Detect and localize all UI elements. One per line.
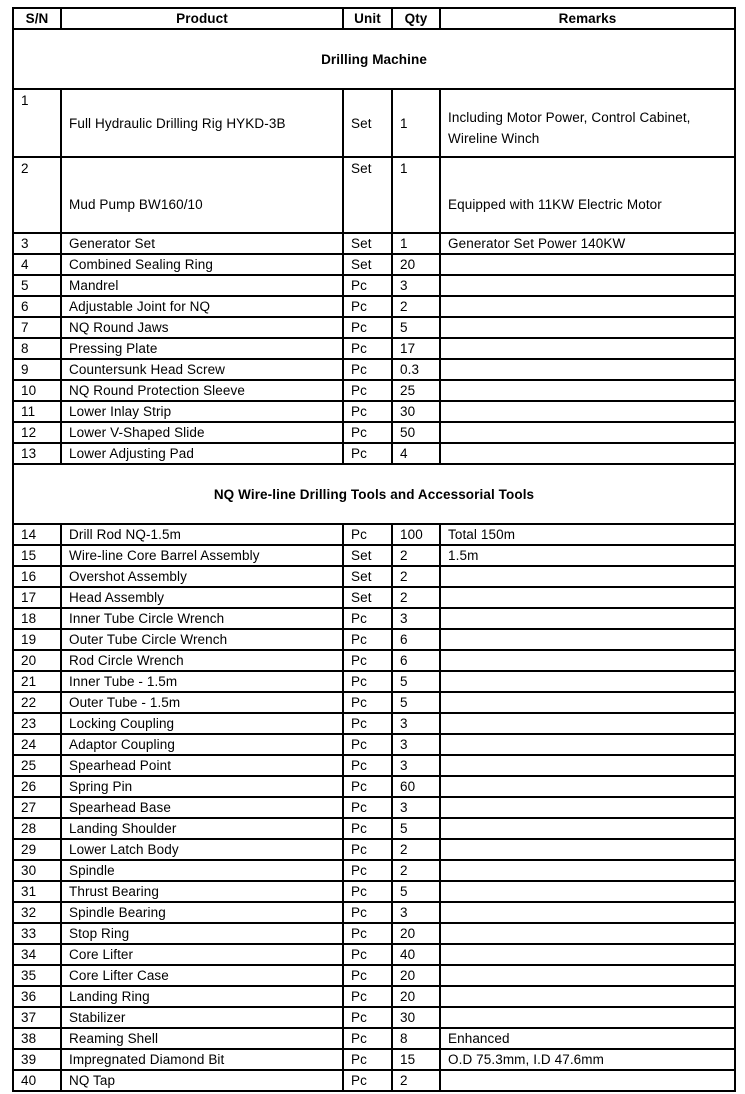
header-unit: Unit	[343, 8, 392, 29]
table-row	[13, 566, 735, 587]
cell-remarks	[440, 734, 735, 755]
cell-unit: Set	[343, 157, 392, 233]
cell-product: Wire-line Core Barrel Assembly	[61, 545, 343, 566]
section-title: NQ Wire-line Drilling Tools and Accessorial Tools	[13, 464, 735, 524]
cell-qty: 20	[392, 986, 440, 1007]
cell-product: Countersunk Head Screw	[61, 359, 343, 380]
cell-qty: 2	[392, 587, 440, 608]
cell-qty: 20	[392, 254, 440, 275]
header-product: Product	[61, 8, 343, 29]
cell-remarks	[440, 317, 735, 338]
cell-unit: Pc	[343, 275, 392, 296]
cell-product: Lower Latch Body	[61, 839, 343, 860]
cell-qty: 5	[392, 818, 440, 839]
table-row	[13, 944, 735, 965]
cell-remarks	[440, 755, 735, 776]
cell-unit: Pc	[343, 650, 392, 671]
cell-qty: 15	[392, 1049, 440, 1070]
table-row	[13, 755, 735, 776]
cell-remarks	[440, 422, 735, 443]
table-row	[13, 275, 735, 296]
cell-sn: 11	[13, 401, 61, 422]
cell-remarks	[440, 944, 735, 965]
cell-remarks	[440, 338, 735, 359]
cell-sn: 1	[13, 89, 61, 157]
header-remarks: Remarks	[440, 8, 735, 29]
cell-qty: 5	[392, 881, 440, 902]
cell-sn: 10	[13, 380, 61, 401]
cell-unit: Pc	[343, 629, 392, 650]
cell-remarks	[440, 671, 735, 692]
cell-remarks	[440, 923, 735, 944]
table-row	[13, 233, 735, 254]
cell-remarks	[440, 359, 735, 380]
cell-unit: Pc	[343, 923, 392, 944]
cell-unit: Pc	[343, 839, 392, 860]
cell-remarks	[440, 860, 735, 881]
cell-product: Pressing Plate	[61, 338, 343, 359]
table-row	[13, 965, 735, 986]
cell-sn: 32	[13, 902, 61, 923]
cell-qty: 17	[392, 338, 440, 359]
cell-sn: 18	[13, 608, 61, 629]
cell-remarks: Total 150m	[440, 524, 735, 545]
cell-remarks	[440, 566, 735, 587]
cell-qty: 2	[392, 296, 440, 317]
cell-unit: Pc	[343, 443, 392, 464]
header-sn: S/N	[13, 8, 61, 29]
cell-remarks	[440, 275, 735, 296]
cell-unit: Set	[343, 254, 392, 275]
cell-sn: 20	[13, 650, 61, 671]
cell-remarks: Equipped with 11KW Electric Motor	[440, 157, 735, 233]
cell-unit: Pc	[343, 338, 392, 359]
cell-qty: 8	[392, 1028, 440, 1049]
cell-sn: 19	[13, 629, 61, 650]
cell-product: Combined Sealing Ring	[61, 254, 343, 275]
cell-remarks	[440, 692, 735, 713]
cell-remarks	[440, 1007, 735, 1028]
cell-sn: 24	[13, 734, 61, 755]
table-row	[13, 713, 735, 734]
cell-remarks: Including Motor Power, Control Cabinet, Wireline Winch	[440, 89, 735, 157]
cell-qty: 1	[392, 157, 440, 233]
cell-unit: Set	[343, 587, 392, 608]
cell-unit: Pc	[343, 902, 392, 923]
cell-sn: 5	[13, 275, 61, 296]
cell-product: Spring Pin	[61, 776, 343, 797]
cell-qty: 3	[392, 275, 440, 296]
cell-sn: 7	[13, 317, 61, 338]
cell-product: Landing Shoulder	[61, 818, 343, 839]
cell-unit: Pc	[343, 608, 392, 629]
table-row	[13, 1070, 735, 1091]
cell-qty: 60	[392, 776, 440, 797]
cell-unit: Pc	[343, 797, 392, 818]
cell-unit: Pc	[343, 713, 392, 734]
table-row	[13, 422, 735, 443]
cell-remarks: Generator Set Power 140KW	[440, 233, 735, 254]
table-row	[13, 671, 735, 692]
table-row	[13, 650, 735, 671]
cell-product: Inner Tube - 1.5m	[61, 671, 343, 692]
cell-product: Thrust Bearing	[61, 881, 343, 902]
cell-unit: Set	[343, 545, 392, 566]
cell-product: Impregnated Diamond Bit	[61, 1049, 343, 1070]
table-row	[13, 860, 735, 881]
cell-product: Locking Coupling	[61, 713, 343, 734]
cell-product: NQ Tap	[61, 1070, 343, 1091]
table-row	[13, 776, 735, 797]
cell-sn: 26	[13, 776, 61, 797]
cell-qty: 2	[392, 545, 440, 566]
cell-sn: 30	[13, 860, 61, 881]
cell-qty: 30	[392, 1007, 440, 1028]
cell-unit: Pc	[343, 755, 392, 776]
cell-product: Rod Circle Wrench	[61, 650, 343, 671]
cell-remarks	[440, 902, 735, 923]
cell-sn: 22	[13, 692, 61, 713]
cell-sn: 27	[13, 797, 61, 818]
table-row	[13, 881, 735, 902]
cell-sn: 34	[13, 944, 61, 965]
cell-qty: 2	[392, 1070, 440, 1091]
cell-unit: Pc	[343, 296, 392, 317]
cell-product: Head Assembly	[61, 587, 343, 608]
cell-remarks	[440, 818, 735, 839]
cell-unit: Pc	[343, 1007, 392, 1028]
cell-remarks	[440, 776, 735, 797]
table-row	[13, 797, 735, 818]
cell-product: Generator Set	[61, 233, 343, 254]
cell-unit: Pc	[343, 317, 392, 338]
cell-remarks: O.D 75.3mm, I.D 47.6mm	[440, 1049, 735, 1070]
cell-sn: 40	[13, 1070, 61, 1091]
cell-qty: 5	[392, 317, 440, 338]
cell-product: Spindle Bearing	[61, 902, 343, 923]
cell-qty: 40	[392, 944, 440, 965]
cell-product: Stabilizer	[61, 1007, 343, 1028]
cell-remarks	[440, 1070, 735, 1091]
cell-sn: 35	[13, 965, 61, 986]
cell-remarks	[440, 797, 735, 818]
cell-sn: 29	[13, 839, 61, 860]
cell-sn: 14	[13, 524, 61, 545]
cell-sn: 38	[13, 1028, 61, 1049]
cell-unit: Pc	[343, 965, 392, 986]
cell-product: NQ Round Protection Sleeve	[61, 380, 343, 401]
cell-product: Drill Rod NQ-1.5m	[61, 524, 343, 545]
cell-product: Landing Ring	[61, 986, 343, 1007]
cell-sn: 3	[13, 233, 61, 254]
cell-product: Core Lifter	[61, 944, 343, 965]
equipment-list-table	[12, 7, 736, 1092]
cell-sn: 16	[13, 566, 61, 587]
table-row	[13, 1049, 735, 1070]
cell-unit: Pc	[343, 524, 392, 545]
cell-qty: 0.3	[392, 359, 440, 380]
cell-qty: 30	[392, 401, 440, 422]
cell-qty: 25	[392, 380, 440, 401]
cell-unit: Pc	[343, 881, 392, 902]
cell-product: Mandrel	[61, 275, 343, 296]
table-row	[13, 629, 735, 650]
cell-remarks: Enhanced	[440, 1028, 735, 1049]
cell-sn: 9	[13, 359, 61, 380]
table-row	[13, 89, 735, 157]
table-row	[13, 380, 735, 401]
cell-sn: 36	[13, 986, 61, 1007]
cell-unit: Pc	[343, 1028, 392, 1049]
cell-qty: 3	[392, 797, 440, 818]
cell-product: Lower Adjusting Pad	[61, 443, 343, 464]
cell-qty: 20	[392, 923, 440, 944]
cell-remarks	[440, 587, 735, 608]
cell-sn: 31	[13, 881, 61, 902]
cell-qty: 3	[392, 608, 440, 629]
cell-unit: Pc	[343, 380, 392, 401]
section-row-nq-wireline-tools	[13, 464, 735, 524]
cell-product: Core Lifter Case	[61, 965, 343, 986]
cell-remarks	[440, 713, 735, 734]
cell-sn: 12	[13, 422, 61, 443]
table-row	[13, 839, 735, 860]
table-row	[13, 401, 735, 422]
cell-qty: 100	[392, 524, 440, 545]
cell-remarks	[440, 296, 735, 317]
cell-qty: 4	[392, 443, 440, 464]
cell-product: Spearhead Point	[61, 755, 343, 776]
cell-unit: Pc	[343, 734, 392, 755]
header-qty: Qty	[392, 8, 440, 29]
cell-remarks	[440, 965, 735, 986]
cell-product: Spindle	[61, 860, 343, 881]
cell-sn: 2	[13, 157, 61, 233]
table-row	[13, 359, 735, 380]
cell-qty: 1	[392, 233, 440, 254]
header-row	[13, 8, 735, 29]
section-row-drilling-machine	[13, 29, 735, 89]
cell-qty: 3	[392, 734, 440, 755]
cell-remarks	[440, 839, 735, 860]
table-row	[13, 608, 735, 629]
cell-product: Inner Tube Circle Wrench	[61, 608, 343, 629]
cell-unit: Pc	[343, 359, 392, 380]
cell-product: Lower Inlay Strip	[61, 401, 343, 422]
cell-sn: 21	[13, 671, 61, 692]
cell-product: Lower V-Shaped Slide	[61, 422, 343, 443]
cell-remarks	[440, 380, 735, 401]
cell-sn: 15	[13, 545, 61, 566]
cell-product: Adaptor Coupling	[61, 734, 343, 755]
cell-remarks	[440, 629, 735, 650]
cell-remarks: 1.5m	[440, 545, 735, 566]
cell-unit: Pc	[343, 818, 392, 839]
cell-remarks	[440, 254, 735, 275]
cell-unit: Set	[343, 89, 392, 157]
cell-qty: 2	[392, 839, 440, 860]
cell-product: Adjustable Joint for NQ	[61, 296, 343, 317]
cell-remarks	[440, 608, 735, 629]
cell-qty: 2	[392, 860, 440, 881]
cell-sn: 37	[13, 1007, 61, 1028]
cell-remarks	[440, 401, 735, 422]
table-row	[13, 923, 735, 944]
cell-qty: 50	[392, 422, 440, 443]
cell-qty: 2	[392, 566, 440, 587]
cell-product: Overshot Assembly	[61, 566, 343, 587]
cell-product: Outer Tube Circle Wrench	[61, 629, 343, 650]
cell-product: Outer Tube - 1.5m	[61, 692, 343, 713]
cell-qty: 1	[392, 89, 440, 157]
cell-unit: Set	[343, 566, 392, 587]
cell-unit: Pc	[343, 692, 392, 713]
cell-sn: 33	[13, 923, 61, 944]
cell-unit: Pc	[343, 422, 392, 443]
cell-sn: 17	[13, 587, 61, 608]
cell-sn: 23	[13, 713, 61, 734]
table-row	[13, 986, 735, 1007]
cell-qty: 6	[392, 650, 440, 671]
table-row	[13, 734, 735, 755]
cell-qty: 3	[392, 755, 440, 776]
cell-sn: 13	[13, 443, 61, 464]
cell-sn: 8	[13, 338, 61, 359]
cell-sn: 39	[13, 1049, 61, 1070]
table-row	[13, 338, 735, 359]
table-row	[13, 317, 735, 338]
cell-qty: 3	[392, 902, 440, 923]
cell-product: Spearhead Base	[61, 797, 343, 818]
table-row	[13, 524, 735, 545]
table-row	[13, 157, 735, 233]
cell-remarks	[440, 443, 735, 464]
cell-unit: Pc	[343, 401, 392, 422]
cell-qty: 5	[392, 692, 440, 713]
cell-qty: 5	[392, 671, 440, 692]
cell-product: NQ Round Jaws	[61, 317, 343, 338]
cell-unit: Pc	[343, 944, 392, 965]
cell-remarks	[440, 881, 735, 902]
cell-product: Mud Pump BW160/10	[61, 157, 343, 233]
cell-qty: 6	[392, 629, 440, 650]
table-row	[13, 545, 735, 566]
cell-product: Reaming Shell	[61, 1028, 343, 1049]
cell-sn: 25	[13, 755, 61, 776]
cell-sn: 4	[13, 254, 61, 275]
cell-remarks	[440, 650, 735, 671]
table-row	[13, 818, 735, 839]
cell-sn: 6	[13, 296, 61, 317]
table-row	[13, 443, 735, 464]
cell-product: Stop Ring	[61, 923, 343, 944]
table-row	[13, 692, 735, 713]
cell-unit: Pc	[343, 1049, 392, 1070]
cell-unit: Set	[343, 233, 392, 254]
table-row	[13, 1028, 735, 1049]
cell-unit: Pc	[343, 986, 392, 1007]
cell-remarks	[440, 986, 735, 1007]
table-row	[13, 1007, 735, 1028]
table-row	[13, 902, 735, 923]
cell-sn: 28	[13, 818, 61, 839]
cell-unit: Pc	[343, 776, 392, 797]
cell-unit: Pc	[343, 671, 392, 692]
cell-unit: Pc	[343, 860, 392, 881]
cell-product: Full Hydraulic Drilling Rig HYKD-3B	[61, 89, 343, 157]
table-row	[13, 296, 735, 317]
table-row	[13, 254, 735, 275]
table-row	[13, 587, 735, 608]
section-title: Drilling Machine	[13, 29, 735, 89]
cell-qty: 20	[392, 965, 440, 986]
cell-qty: 3	[392, 713, 440, 734]
cell-unit: Pc	[343, 1070, 392, 1091]
